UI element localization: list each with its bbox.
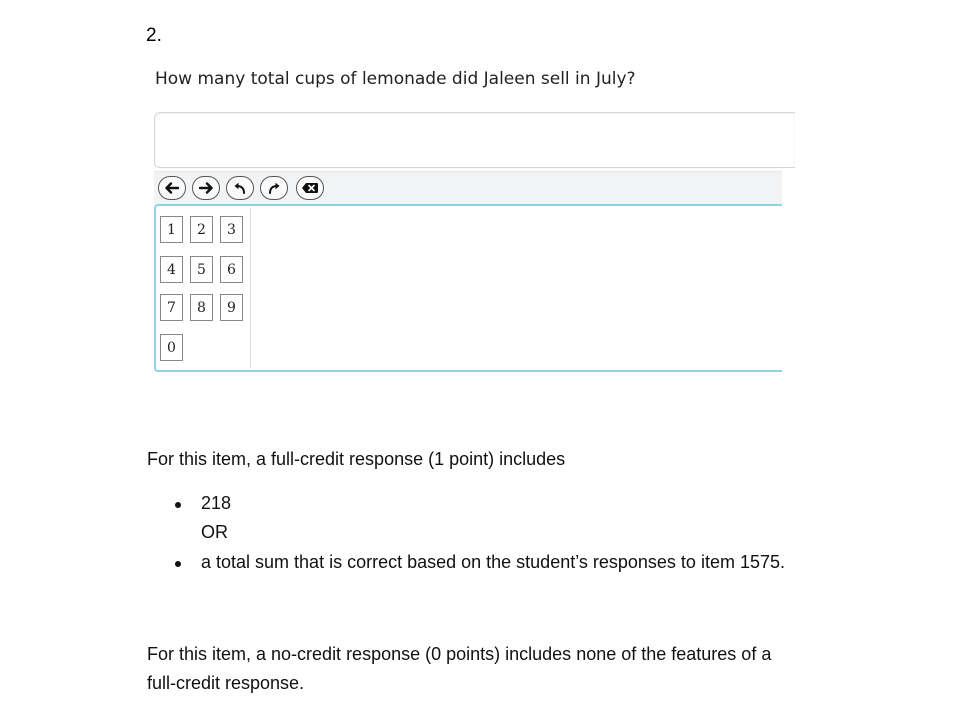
key-1[interactable]: 1 xyxy=(160,216,183,243)
arrow-right-icon xyxy=(198,182,214,194)
equation-toolbar xyxy=(154,171,782,204)
move-right-button[interactable] xyxy=(192,176,220,200)
redo-icon xyxy=(267,182,281,194)
move-left-button[interactable] xyxy=(158,176,186,200)
key-8[interactable]: 8 xyxy=(190,294,213,321)
full-credit-intro: For this item, a full-credit response (1 point) includes xyxy=(147,449,566,469)
bullet-icon xyxy=(175,502,181,508)
key-7[interactable]: 7 xyxy=(160,294,183,321)
number-keypad xyxy=(154,204,782,372)
key-9[interactable]: 9 xyxy=(220,294,243,321)
redo-button[interactable] xyxy=(260,176,288,200)
full-credit-alternative: a total sum that is correct based on the student’s responses to item 1575. xyxy=(201,552,785,572)
undo-button[interactable] xyxy=(226,176,254,200)
answer-input[interactable] xyxy=(154,112,795,168)
no-credit-line-2: full-credit response. xyxy=(147,673,305,693)
arrow-left-icon xyxy=(164,182,180,194)
key-0[interactable]: 0 xyxy=(160,334,183,361)
no-credit-line-1: For this item, a no-credit response (0 points) includes none of the features of a xyxy=(147,644,772,664)
key-4[interactable]: 4 xyxy=(160,256,183,283)
delete-button[interactable] xyxy=(296,176,324,200)
key-5[interactable]: 5 xyxy=(190,256,213,283)
key-6[interactable]: 6 xyxy=(220,256,243,283)
no-credit-description xyxy=(147,640,847,698)
full-credit-answer: 218 xyxy=(201,493,232,513)
item-number: 2. xyxy=(146,25,162,46)
key-3[interactable]: 3 xyxy=(220,216,243,243)
bullet-icon xyxy=(175,561,181,567)
keypad-divider xyxy=(250,208,251,368)
undo-icon xyxy=(233,182,247,194)
key-2[interactable]: 2 xyxy=(190,216,213,243)
or-separator: OR xyxy=(201,522,228,542)
question-text: How many total cups of lemonade did Jaleen sell in July? xyxy=(155,69,636,89)
backspace-icon xyxy=(301,182,319,194)
